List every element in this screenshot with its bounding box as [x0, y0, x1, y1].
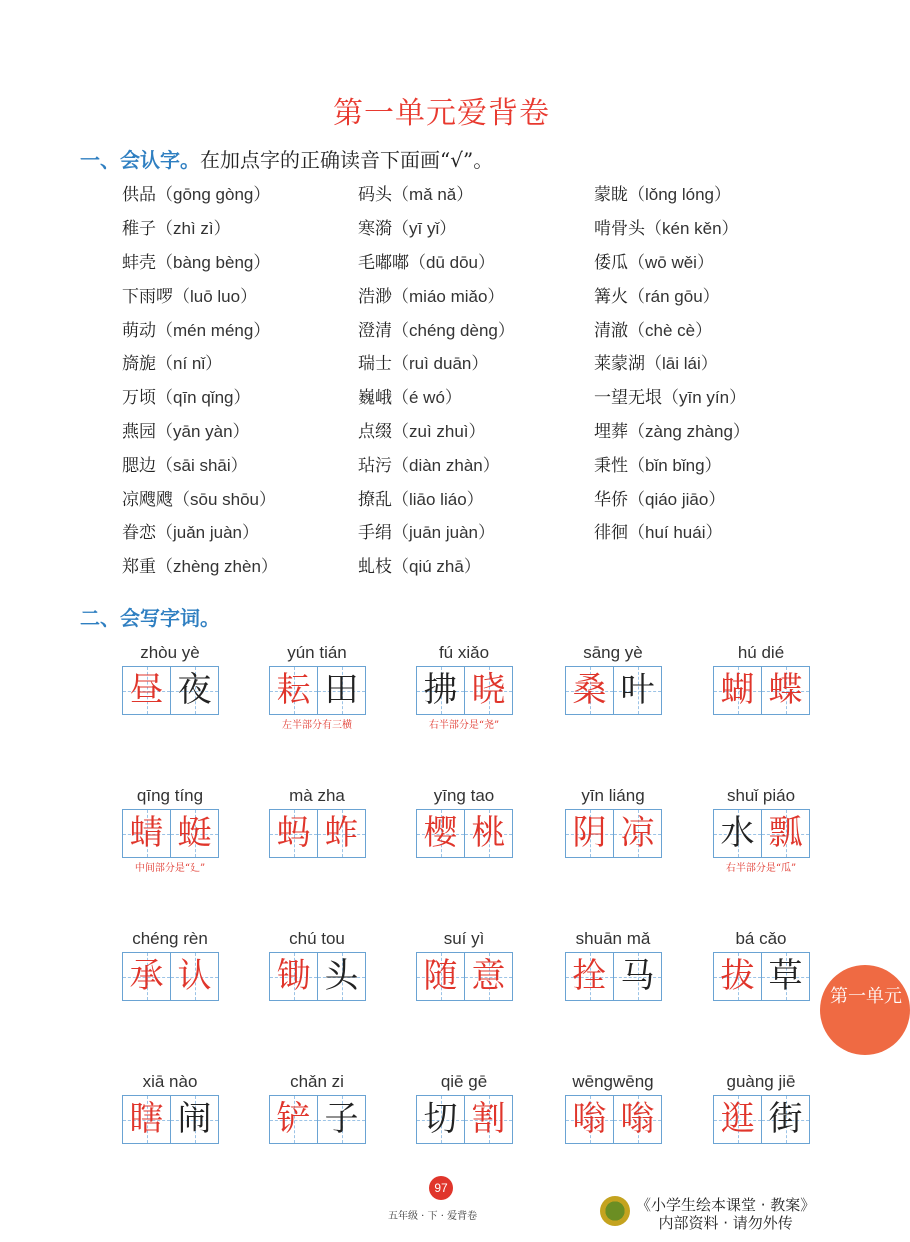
recognition-word: 巍峨 — [358, 388, 392, 409]
recognition-word: 眷恋 — [122, 523, 156, 544]
pinyin-options[interactable]: （sāi shāi） — [156, 455, 248, 475]
pinyin-options[interactable]: （ní nǐ） — [156, 354, 223, 374]
word-card — [122, 783, 218, 874]
hanzi-character: 意 — [471, 956, 506, 996]
word-card — [416, 1069, 512, 1143]
tian-grid-cell[interactable] — [122, 809, 171, 858]
recognition-word: 寒漪 — [358, 219, 392, 240]
word-card — [565, 1069, 661, 1143]
character-boxes — [269, 952, 365, 1000]
recognition-word: 郑重 — [122, 557, 156, 578]
recognition-item — [122, 316, 358, 341]
recognition-word: 撩乱 — [358, 489, 392, 510]
pinyin-options[interactable]: （mǎ nǎ） — [392, 185, 474, 205]
hanzi-character: 耘 — [276, 670, 311, 710]
recognition-item — [594, 349, 830, 374]
tian-grid-cell[interactable] — [317, 1095, 366, 1144]
recognition-word: 瑞士 — [358, 354, 392, 375]
word-card — [416, 783, 512, 857]
hanzi-character: 樱 — [423, 813, 458, 853]
hanzi-character: 承 — [129, 956, 164, 996]
hanzi-character: 锄 — [276, 956, 311, 996]
hanzi-character: 蚂 — [276, 813, 311, 853]
hanzi-character: 马 — [620, 956, 655, 996]
word-card — [713, 926, 809, 1000]
hanzi-character: 认 — [177, 956, 212, 996]
section-2-number: 二、会写字词。 — [80, 606, 220, 630]
recognition-item — [122, 349, 358, 374]
pinyin-options[interactable]: （ruì duān） — [392, 354, 489, 374]
hanzi-character: 头 — [324, 956, 359, 996]
pinyin-options[interactable]: （é wó） — [392, 388, 462, 408]
hanzi-character: 嗡 — [620, 1099, 655, 1139]
recognition-item — [122, 417, 358, 442]
pinyin-options[interactable]: （sōu shōu） — [173, 489, 276, 509]
word-pinyin: chéng rèn — [132, 929, 208, 948]
tian-grid-cell[interactable] — [416, 666, 465, 715]
logo-icon — [600, 1196, 630, 1226]
pinyin-options[interactable]: （lǒng lóng） — [628, 185, 732, 205]
word-pinyin: chú tou — [289, 929, 345, 948]
tian-grid-cell[interactable] — [269, 952, 318, 1001]
pinyin-options[interactable]: （wō wěi） — [628, 252, 714, 272]
recognition-word: 清澈 — [594, 320, 628, 341]
hanzi-character: 瓢 — [768, 813, 803, 853]
character-boxes — [269, 666, 365, 714]
recognition-item — [122, 383, 358, 408]
footer-brand-title: 《小学生绘本课堂 · 教案》 — [636, 1196, 816, 1214]
page-title: 第一单元爱背卷 — [333, 96, 550, 131]
recognition-item — [358, 552, 594, 577]
tian-grid-cell[interactable] — [565, 952, 614, 1001]
character-boxes — [269, 1095, 365, 1143]
pinyin-options[interactable]: （miáo miǎo） — [392, 286, 505, 306]
tian-grid-cell[interactable] — [761, 1095, 810, 1144]
recognition-item — [122, 485, 358, 510]
hanzi-character: 逛 — [720, 1099, 755, 1139]
recognition-row — [122, 210, 830, 244]
hanzi-character: 拔 — [720, 956, 755, 996]
recognition-item — [594, 451, 830, 476]
recognition-row — [122, 480, 830, 514]
word-pinyin: yún tián — [287, 643, 347, 662]
tian-grid-cell[interactable] — [713, 666, 762, 715]
character-boxes — [269, 809, 365, 857]
word-card — [269, 783, 365, 857]
hanzi-character: 晓 — [471, 670, 506, 710]
character-boxes — [416, 1095, 512, 1143]
pinyin-options[interactable]: （mén méng） — [156, 320, 271, 340]
hanzi-character: 水 — [720, 813, 755, 853]
recognition-row — [122, 548, 830, 582]
word-card — [713, 640, 809, 714]
recognition-row — [122, 277, 830, 311]
pinyin-options[interactable]: （zhèng zhèn） — [156, 557, 278, 577]
word-card — [416, 926, 512, 1000]
hanzi-character: 嗡 — [572, 1099, 607, 1139]
tian-grid-cell[interactable] — [416, 1095, 465, 1144]
word-pinyin: guàng jiē — [726, 1072, 796, 1091]
tian-grid-cell[interactable] — [464, 809, 513, 858]
tian-grid-cell[interactable] — [464, 1095, 513, 1144]
hanzi-character: 拴 — [572, 956, 607, 996]
pinyin-options[interactable]: （diàn zhàn） — [392, 455, 500, 475]
hanzi-character: 瞎 — [129, 1099, 164, 1139]
pinyin-options[interactable]: （juǎn juàn） — [156, 523, 260, 543]
recognition-item — [358, 451, 594, 476]
pinyin-options[interactable]: （huí huái） — [628, 523, 723, 543]
tian-grid-cell[interactable] — [565, 1095, 614, 1144]
word-card — [122, 926, 218, 1000]
tian-grid-cell[interactable] — [170, 1095, 219, 1144]
word-pinyin: wēngwēng — [572, 1072, 654, 1091]
recognition-item — [594, 316, 830, 341]
hanzi-character: 割 — [471, 1099, 506, 1139]
recognition-row — [122, 244, 830, 278]
word-pinyin: zhòu yè — [140, 643, 200, 662]
character-boxes — [122, 1095, 218, 1143]
recognition-row — [122, 413, 830, 447]
pinyin-options[interactable]: （rán gōu） — [628, 286, 720, 306]
word-pinyin: shuān mǎ — [575, 929, 651, 948]
tian-grid-cell[interactable] — [269, 809, 318, 858]
recognition-item — [122, 451, 358, 476]
recognition-item — [358, 248, 594, 273]
tian-grid-cell[interactable] — [464, 666, 513, 715]
word-card — [269, 1069, 365, 1143]
tian-grid-cell[interactable] — [613, 666, 662, 715]
word-pinyin: bá cǎo — [735, 929, 787, 948]
hanzi-character: 随 — [423, 956, 458, 996]
word-card — [565, 926, 661, 1000]
pinyin-options[interactable]: （yān yàn） — [156, 421, 250, 441]
tian-grid-cell[interactable] — [613, 1095, 662, 1144]
recognition-word: 蒙眬 — [594, 185, 628, 206]
hanzi-character: 铲 — [276, 1099, 311, 1139]
tian-grid-cell[interactable] — [416, 809, 465, 858]
recognition-word: 一望无垠 — [594, 388, 662, 409]
hanzi-character: 阴 — [572, 813, 607, 853]
character-boxes — [565, 952, 661, 1000]
word-pinyin: xiā nào — [142, 1072, 198, 1091]
word-card — [122, 1069, 218, 1143]
pinyin-options[interactable]: （yīn yín） — [662, 388, 747, 408]
recognition-word: 啃骨头 — [594, 219, 645, 240]
pinyin-options[interactable]: （gōng gòng） — [156, 185, 271, 205]
recognition-item — [122, 214, 358, 239]
recognition-item — [358, 383, 594, 408]
recognition-word: 萌动 — [122, 320, 156, 341]
word-pinyin: suí yì — [443, 929, 485, 948]
stroke-hint: 右半部分是“瓜” — [725, 863, 797, 874]
pinyin-options[interactable]: （dū dōu） — [409, 252, 495, 272]
recognition-word: 蚌壳 — [122, 252, 156, 273]
recognition-word: 秉性 — [594, 455, 628, 476]
footer-grade: 五年级 · 下 · 爱背卷 — [388, 1211, 478, 1222]
tian-grid-cell[interactable] — [317, 809, 366, 858]
pinyin-options[interactable]: （lāi lái） — [645, 354, 718, 374]
word-card — [122, 640, 218, 714]
recognition-item — [594, 214, 830, 239]
hanzi-character: 叶 — [620, 670, 655, 710]
word-pinyin: qīng tíng — [136, 786, 204, 805]
recognition-word: 玷污 — [358, 455, 392, 476]
recognition-word: 手绢 — [358, 523, 392, 544]
recognition-word: 浩渺 — [358, 286, 392, 307]
character-boxes — [713, 1095, 809, 1143]
recognition-row — [122, 311, 830, 345]
recognition-item — [358, 349, 594, 374]
recognition-word: 毛嘟嘟 — [358, 252, 409, 273]
word-pinyin: yīng tao — [433, 786, 495, 805]
recognition-item — [594, 282, 830, 307]
tian-grid-cell[interactable] — [613, 952, 662, 1001]
tian-grid-cell[interactable] — [170, 952, 219, 1001]
character-boxes — [122, 809, 218, 857]
recognition-list — [122, 176, 830, 582]
recognition-word: 华侨 — [594, 489, 628, 510]
recognition-item — [358, 316, 594, 341]
tian-grid-cell[interactable] — [317, 952, 366, 1001]
word-card — [713, 1069, 809, 1143]
recognition-item — [358, 417, 594, 442]
stroke-hint: 右半部分是“尧” — [428, 720, 500, 731]
hanzi-character: 蝶 — [768, 670, 803, 710]
word-card — [416, 640, 512, 731]
word-pinyin: hú dié — [737, 643, 785, 662]
word-pinyin: qiē gē — [440, 1072, 488, 1091]
pinyin-options[interactable]: （chè cè） — [628, 320, 713, 340]
recognition-word: 稚子 — [122, 219, 156, 240]
hanzi-character: 蝴 — [720, 670, 755, 710]
recognition-item — [122, 248, 358, 273]
tian-grid-cell[interactable] — [269, 666, 318, 715]
recognition-word: 莱蒙湖 — [594, 354, 645, 375]
section-1-heading — [80, 144, 493, 173]
page-number: 97 — [429, 1176, 453, 1200]
pinyin-options[interactable]: （bàng bèng） — [156, 252, 271, 272]
character-boxes — [122, 952, 218, 1000]
tian-grid-cell[interactable] — [565, 809, 614, 858]
tian-grid-cell[interactable] — [464, 952, 513, 1001]
pinyin-options[interactable]: （luō luo） — [173, 286, 258, 306]
recognition-item — [122, 180, 358, 205]
tian-grid-cell[interactable] — [565, 666, 614, 715]
recognition-word: 澄清 — [358, 320, 392, 341]
word-card — [269, 640, 365, 731]
recognition-row — [122, 446, 830, 480]
tian-grid-cell[interactable] — [713, 952, 762, 1001]
recognition-word: 倭瓜 — [594, 252, 628, 273]
stroke-hint: 左半部分有三横 — [282, 720, 352, 731]
character-boxes — [713, 952, 809, 1000]
recognition-word: 供品 — [122, 185, 156, 206]
tian-grid-cell[interactable] — [761, 952, 810, 1001]
recognition-row — [122, 345, 830, 379]
word-pinyin: mà zha — [289, 786, 345, 805]
hanzi-character: 子 — [324, 1099, 359, 1139]
pinyin-options[interactable]: （qiú zhā） — [392, 557, 481, 577]
word-card — [565, 783, 661, 857]
tian-grid-cell[interactable] — [122, 1095, 171, 1144]
word-card — [565, 640, 661, 714]
recognition-word: 燕园 — [122, 421, 156, 442]
pinyin-options[interactable]: （juān juàn） — [392, 523, 496, 543]
recognition-row — [122, 379, 830, 413]
tian-grid-cell[interactable] — [613, 809, 662, 858]
character-boxes — [416, 666, 512, 714]
recognition-item — [122, 282, 358, 307]
pinyin-options[interactable]: （bǐn bǐng） — [628, 455, 722, 475]
tian-grid-cell[interactable] — [170, 666, 219, 715]
character-boxes — [713, 666, 809, 714]
hanzi-character: 草 — [768, 956, 803, 996]
recognition-row — [122, 514, 830, 548]
recognition-word: 埋葬 — [594, 421, 628, 442]
recognition-item — [122, 518, 358, 543]
hanzi-character: 夜 — [177, 670, 212, 710]
character-boxes — [122, 666, 218, 714]
recognition-item — [594, 383, 830, 408]
recognition-word: 凉飕飕 — [122, 489, 173, 510]
tian-grid-cell[interactable] — [122, 666, 171, 715]
recognition-item — [594, 485, 830, 510]
pinyin-options[interactable]: （zhì zì） — [156, 219, 231, 239]
recognition-word: 虬枝 — [358, 557, 392, 578]
tian-grid-cell[interactable] — [122, 952, 171, 1001]
section-1-number: 一、会认字。 — [80, 148, 200, 172]
recognition-word: 点缀 — [358, 421, 392, 442]
hanzi-character: 昼 — [129, 670, 164, 710]
character-boxes — [416, 952, 512, 1000]
recognition-item — [594, 417, 830, 442]
hanzi-character: 桑 — [572, 670, 607, 710]
tian-grid-cell[interactable] — [416, 952, 465, 1001]
recognition-item — [594, 518, 830, 543]
recognition-word: 下雨啰 — [122, 286, 173, 307]
hanzi-character: 拂 — [423, 670, 458, 710]
recognition-word: 码头 — [358, 185, 392, 206]
hanzi-character: 田 — [324, 670, 359, 710]
word-pinyin: yīn liáng — [581, 786, 645, 805]
word-pinyin: sāng yè — [583, 643, 643, 662]
unit-tab: 第一单元 — [820, 965, 910, 1055]
hanzi-character: 蜻 — [129, 813, 164, 853]
pinyin-options[interactable]: （qiáo jiāo） — [628, 489, 726, 509]
recognition-item — [594, 180, 830, 205]
pinyin-options[interactable]: （zuì zhuì） — [392, 421, 486, 441]
recognition-word: 腮边 — [122, 455, 156, 476]
pinyin-options[interactable]: （chéng dèng） — [392, 320, 515, 340]
word-card — [713, 783, 809, 874]
tian-grid-cell[interactable] — [317, 666, 366, 715]
tian-grid-cell[interactable] — [269, 1095, 318, 1144]
tian-grid-cell[interactable] — [170, 809, 219, 858]
recognition-row — [122, 176, 830, 210]
tian-grid-cell[interactable] — [761, 666, 810, 715]
recognition-item — [122, 552, 358, 577]
pinyin-options[interactable]: （kén kěn） — [645, 219, 739, 239]
hanzi-character: 街 — [768, 1099, 803, 1139]
recognition-item — [594, 248, 830, 273]
pinyin-options[interactable]: （qīn qǐng） — [156, 388, 251, 408]
word-pinyin: fú xiǎo — [438, 643, 490, 662]
tian-grid-cell[interactable] — [713, 1095, 762, 1144]
character-boxes — [565, 809, 661, 857]
recognition-word: 万顷 — [122, 388, 156, 409]
character-boxes — [565, 666, 661, 714]
tian-grid-cell[interactable] — [761, 809, 810, 858]
character-boxes — [416, 809, 512, 857]
character-boxes — [713, 809, 809, 857]
hanzi-character: 凉 — [620, 813, 655, 853]
pinyin-options[interactable]: （zàng zhàng） — [628, 421, 750, 441]
character-boxes — [565, 1095, 661, 1143]
word-card — [269, 926, 365, 1000]
recognition-word: 旖旎 — [122, 354, 156, 375]
tian-grid-cell[interactable] — [713, 809, 762, 858]
pinyin-options[interactable]: （liāo liáo） — [392, 489, 484, 509]
hanzi-character: 蜓 — [177, 813, 212, 853]
word-pinyin: chǎn zi — [290, 1072, 344, 1091]
hanzi-character: 闹 — [177, 1099, 212, 1139]
section-2-heading — [80, 602, 220, 631]
recognition-word: 篝火 — [594, 286, 628, 307]
recognition-item — [358, 518, 594, 543]
hanzi-character: 蚱 — [324, 813, 359, 853]
recognition-item — [358, 282, 594, 307]
word-pinyin: shuǐ piáo — [726, 786, 796, 805]
recognition-item — [358, 180, 594, 205]
footer-brand-note: 内部资料 · 请勿外传 — [658, 1214, 793, 1232]
pinyin-options[interactable]: （yī yǐ） — [392, 219, 457, 239]
hanzi-character: 切 — [423, 1099, 458, 1139]
recognition-item — [358, 214, 594, 239]
stroke-hint: 中间部分是“廴” — [134, 863, 206, 874]
footer-brand — [636, 1196, 815, 1232]
hanzi-character: 桃 — [471, 813, 506, 853]
recognition-word: 徘徊 — [594, 523, 628, 544]
section-1-instruction: 在加点字的正确读音下面画“√”。 — [200, 148, 494, 172]
recognition-item — [358, 485, 594, 510]
